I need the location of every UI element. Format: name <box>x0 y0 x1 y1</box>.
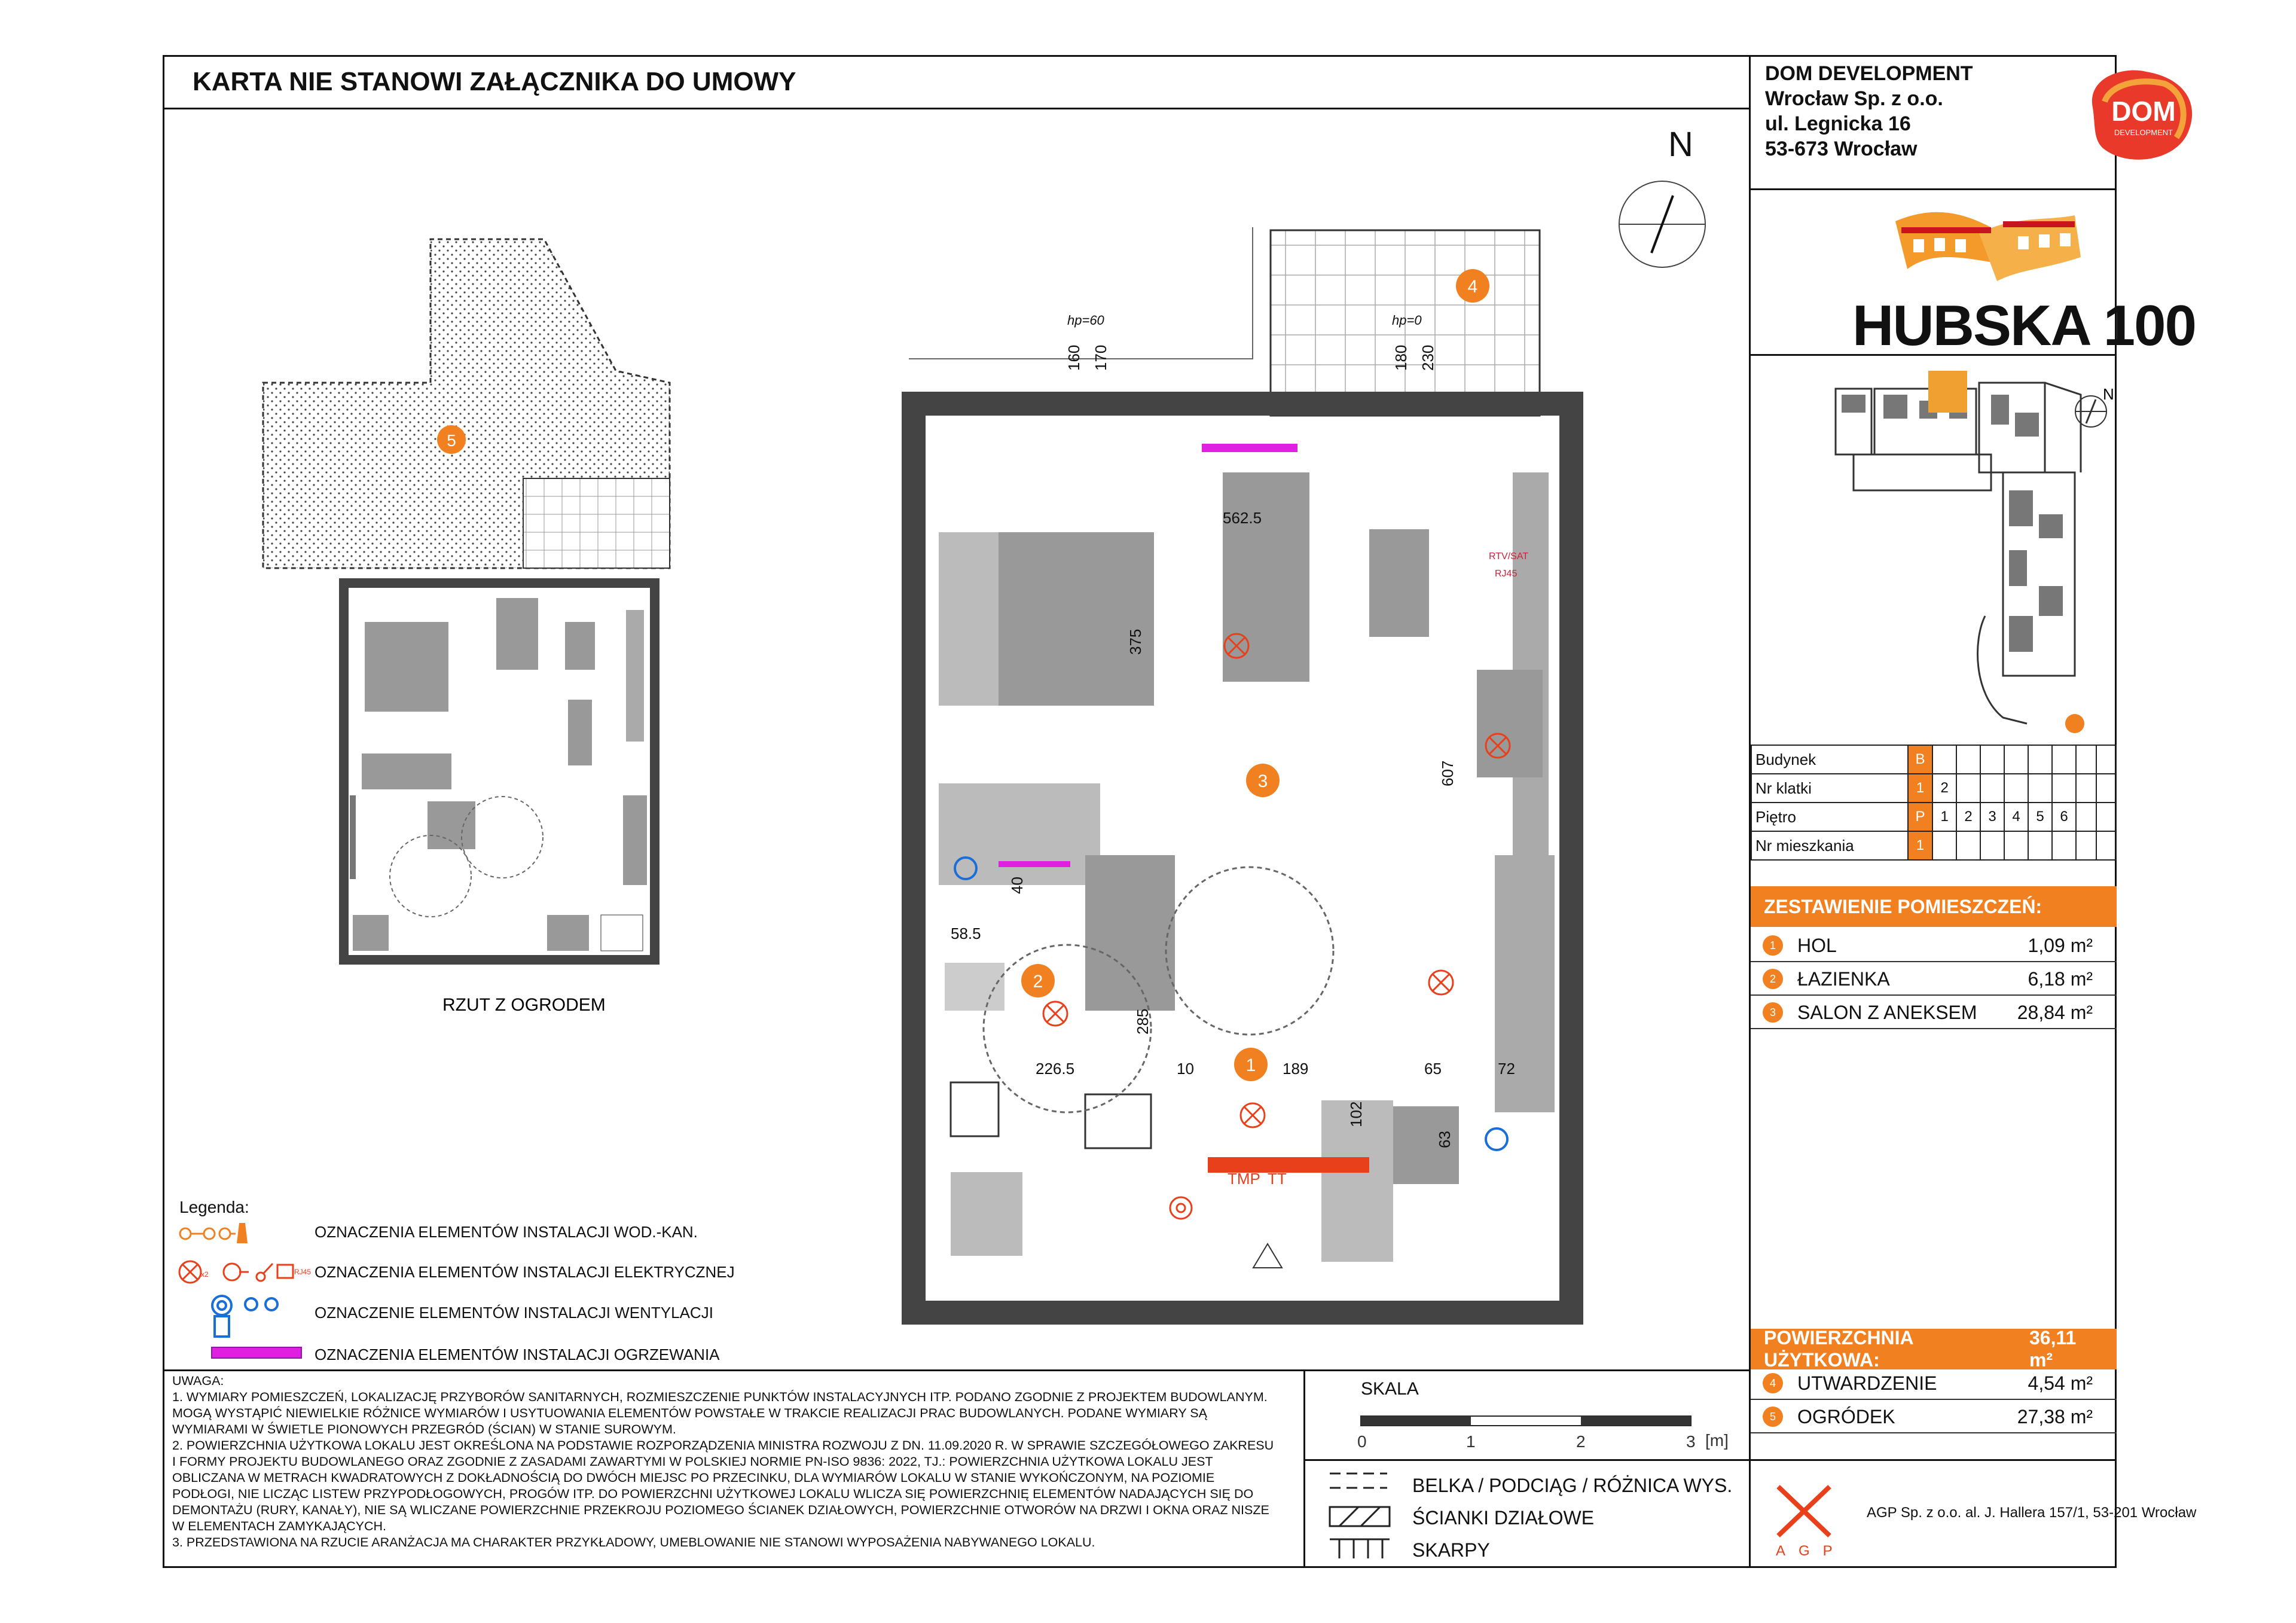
location-cell <box>2028 745 2052 774</box>
company-city: 53-673 Wrocław <box>1765 138 1918 160</box>
rtv-label: RTV/SAT <box>1489 551 1529 562</box>
location-cell <box>1980 745 2004 774</box>
location-cell: 1 <box>1908 831 1932 860</box>
location-cell <box>2004 831 2028 860</box>
room-row <box>1751 1401 2117 1433</box>
note-line: MOGĄ WYSTĄPIĆ NIEWIELKIE RÓŻNICE WYMIARÓW I USYTUOWANIA ELEMENTÓW POWSTAŁE W TRAKCIE REALIZACJI PRAC BUDOWLANYCH. PODANE WYMIARY SĄ <box>172 1406 1207 1420</box>
scale-tick-0: 0 <box>1357 1432 1367 1451</box>
dim-285: 285 <box>1134 1008 1152 1035</box>
location-cell <box>2028 774 2052 803</box>
location-cell <box>2096 745 2117 774</box>
garden-marker-label: 5 <box>447 431 456 450</box>
location-row-label: Budynek <box>1751 745 1908 774</box>
location-table <box>1751 745 2117 861</box>
legend-x2: x2 <box>201 1270 209 1279</box>
usable-heading <box>1751 1329 2117 1369</box>
notes-title: UWAGA: <box>172 1374 224 1388</box>
scale-label: SKALA <box>1361 1379 1419 1399</box>
project-name: HUBSKA 100 <box>1852 294 2196 358</box>
scale-bar <box>1357 1411 1729 1453</box>
notes <box>172 1373 1296 1551</box>
room-name: ŁAZIENKA <box>1797 968 1890 990</box>
legend-rj45: RJ45 <box>294 1268 312 1276</box>
scale-tick-1: 1 <box>1466 1432 1476 1451</box>
company-name: DOM DEVELOPMENT <box>1765 62 1973 85</box>
location-cell <box>1956 745 1980 774</box>
hp-60: hp=60 <box>1067 313 1104 328</box>
room-row <box>1751 963 2117 996</box>
location-cell <box>2004 774 2028 803</box>
note-line: 1. WYMIARY POMIESZCZEŃ, LOKALIZACJĘ PRZYBORÓW SANITARNYCH, ROZMIESZCZENIE PUNKTÓW INSTALACYJNYCH ITP. PODANO ZGODNIE Z PROJEKTEM BUDOWLANYM. <box>172 1390 1268 1404</box>
note-line: OBLICZANA W METRACH KWADRATOWYCH Z DOKŁADNOŚCIĄ DO DWÓCH MIEJSC PO PRZECINKU, DLA WYMIARÓW LOKALU W STANIE WYKOŃCZONYM, NA POZIOMIE <box>172 1471 1215 1485</box>
usable-heading-label: POWIERZCHNIA UŻYTKOWA: <box>1764 1327 1913 1371</box>
dim-562: 562.5 <box>1223 509 1262 527</box>
water-valve-icon <box>237 1223 248 1243</box>
legend-item-heating: OZNACZENIA ELEMENTÓW INSTALACJI OGRZEWANIA <box>315 1346 720 1363</box>
location-cell <box>2028 831 2052 860</box>
rooms-heading-label: ZESTAWIENIE POMIESZCZEŃ: <box>1764 895 2042 917</box>
room-marker-1: 1 <box>1245 1055 1256 1075</box>
location-cell: 3 <box>1980 803 2004 831</box>
room-row <box>1751 1368 2117 1400</box>
room-number-badge: 2 <box>1763 969 1783 989</box>
dim-58-5: 58.5 <box>951 925 981 942</box>
dim-63: 63 <box>1436 1131 1454 1148</box>
location-cell <box>1980 831 2004 860</box>
dim-607: 607 <box>1439 760 1457 786</box>
location-cell: 2 <box>1932 774 1956 803</box>
dim-180: 180 <box>1392 344 1410 371</box>
location-row-label: Piętro <box>1751 803 1908 831</box>
location-cell <box>2076 745 2096 774</box>
agp-address: AGP Sp. z o.o. al. J. Hallera 157/1, 53-201 Wrocław <box>1867 1505 2197 1521</box>
room-number-badge: 5 <box>1763 1407 1783 1427</box>
north-compass-icon <box>1614 176 1710 272</box>
dim-102: 102 <box>1347 1101 1365 1127</box>
usable-divider <box>1749 1459 2117 1461</box>
room-row <box>1751 930 2117 962</box>
logo-text: DOM <box>2111 96 2176 127</box>
note-line: DEMONTAŻU (RURY, KANAŁY), NIE SĄ WLICZANE POWIERZCHNIE PRZEKROJU POZIOMEGO ŚCIANEK DZIAŁOWYCH, POWIERZCHNIE OTWORÓW NA DRZWI I OKNA ORAZ NISZE <box>172 1503 1269 1517</box>
note-line: 3. PRZEDSTAWIONA NA RZUCIE ARANŻACJA MA CHARAKTER PRZYKŁADOWY, UMEBLOWANIE NIE STANOWI WYPOSAŻENIA NABYWANEGO LOKALU. <box>172 1535 1095 1549</box>
usable-total: 36,11 m² <box>2029 1327 2077 1371</box>
scale-tick-3: 3 <box>1686 1432 1696 1451</box>
room-name: UTWARDZENIE <box>1797 1372 1937 1394</box>
page-title: KARTA NIE STANOWI ZAŁĄCZNIKA DO UMOWY <box>193 67 796 96</box>
location-cell <box>2004 745 2028 774</box>
room-area: 6,18 m² <box>2028 968 2093 990</box>
company-line2: Wrocław Sp. z o.o. <box>1765 87 1943 110</box>
symbol-beam: BELKA / PODCIĄG / RÓŻNICA WYS. <box>1412 1475 1733 1496</box>
dim-170: 170 <box>1092 344 1110 371</box>
room-area: 28,84 m² <box>2017 1001 2093 1023</box>
main-floor-plan <box>897 215 1614 1262</box>
tt-label: TT <box>1268 1170 1287 1188</box>
site-keyplan <box>1830 359 2117 742</box>
location-row-label: Nr mieszkania <box>1751 831 1908 860</box>
location-cell: B <box>1908 745 1932 774</box>
legend-item-ventilation: OZNACZENIE ELEMENTÓW INSTALACJI WENTYLACJI <box>315 1304 713 1322</box>
company-divider <box>1749 188 2117 190</box>
agp-mark: AGP <box>1776 1543 1846 1559</box>
location-cell <box>2052 745 2076 774</box>
location-row <box>1751 774 2116 803</box>
room-marker-2: 2 <box>1033 972 1043 992</box>
location-cell <box>2076 803 2096 831</box>
heating-bar-icon <box>212 1347 301 1358</box>
room-marker-4: 4 <box>1467 277 1478 297</box>
dom-development-logo <box>2081 66 2206 167</box>
dim-10: 10 <box>1177 1060 1194 1078</box>
room-name: SALON Z ANEKSEM <box>1797 1001 1977 1023</box>
dim-40: 40 <box>1008 877 1026 894</box>
scale-tick-2: 2 <box>1576 1432 1586 1451</box>
film-strip-logo <box>1889 197 2093 293</box>
room-area: 27,38 m² <box>2017 1405 2093 1427</box>
room-name: HOL <box>1797 934 1837 956</box>
note-line: 2. POWIERZCHNIA UŻYTKOWA LOKALU JEST OKREŚLONA NA PODSTAWIE ROZPORZĄDZENIA MINISTRA ROZWOJU Z DN. 11.09.2020 R. W SPRAWIE SZCZEGÓŁOWEGO ZAKRESU <box>172 1438 1274 1453</box>
dim-230: 230 <box>1419 344 1437 371</box>
legend-title: Legenda: <box>179 1198 249 1216</box>
room-number-badge: 4 <box>1763 1373 1783 1393</box>
location-cell <box>2052 774 2076 803</box>
keyplan-north: N <box>2103 385 2114 403</box>
note-line: W ELEMENTACH ZAMYKAJĄCYCH. <box>172 1519 386 1533</box>
location-cell <box>1932 745 1956 774</box>
legend-item-electric: OZNACZENIA ELEMENTÓW INSTALACJI ELEKTRYCZNEJ <box>315 1263 735 1281</box>
location-cell <box>2076 831 2096 860</box>
dim-72: 72 <box>1498 1060 1515 1078</box>
location-row <box>1751 831 2116 860</box>
location-cell <box>2052 831 2076 860</box>
note-line: WYMIARAMI W ŚWIETLE PIONOWYCH PRZEGRÓD (ŚCIAN) W STANIE SUROWYM. <box>172 1422 676 1436</box>
note-line: PODŁOGI, NIE LICZĄC LISTEW PRZYPODŁOGOWYCH, PROGÓW ITP. DO POWIERZCHNI UŻYTKOWEJ LOKALU WLICZA SIĘ POWIERZCHNIĘ ELEMENTÓW NADAJĄCYCH SIĘ DO <box>172 1487 1254 1501</box>
company-street: ul. Legnicka 16 <box>1765 112 1911 135</box>
location-cell <box>1956 831 1980 860</box>
location-cell <box>1932 831 1956 860</box>
location-row-label: Nr klatki <box>1751 774 1908 803</box>
symbol-icons <box>1327 1469 1399 1564</box>
room-number-badge: 1 <box>1763 935 1783 956</box>
sheet-divider-scale <box>1303 1459 1749 1461</box>
dim-160: 160 <box>1065 344 1083 371</box>
location-cell <box>2096 774 2117 803</box>
room-name: OGRÓDEK <box>1797 1405 1895 1427</box>
location-cell <box>2076 774 2096 803</box>
sheet-divider-notes <box>163 1369 1749 1371</box>
rj-label: RJ45 <box>1495 569 1518 579</box>
dim-189: 189 <box>1283 1060 1309 1078</box>
location-cell: 1 <box>1932 803 1956 831</box>
sheet-divider-notes-vertical <box>1303 1369 1305 1568</box>
room-row <box>1751 997 2117 1029</box>
location-cell: P <box>1908 803 1932 831</box>
location-cell <box>1956 774 1980 803</box>
sheet-divider-header <box>163 108 1749 109</box>
garden-floor-plan <box>257 227 688 1015</box>
scale-unit: [m] <box>1705 1431 1729 1450</box>
dim-375: 375 <box>1126 629 1144 655</box>
location-cell: 1 <box>1908 774 1932 803</box>
location-cell: 2 <box>1956 803 1980 831</box>
hp-0: hp=0 <box>1392 313 1422 328</box>
symbol-slopes: SKARPY <box>1412 1539 1490 1561</box>
location-cell: 6 <box>2052 803 2076 831</box>
room-area: 4,54 m² <box>2028 1372 2093 1394</box>
room-area: 1,09 m² <box>2028 934 2093 956</box>
dim-226-5: 226.5 <box>1036 1060 1075 1078</box>
location-row <box>1751 745 2116 774</box>
location-row <box>1751 803 2116 831</box>
symbol-partitions: ŚCIANKI DZIAŁOWE <box>1412 1507 1595 1529</box>
rooms-heading <box>1751 886 2117 927</box>
garden-plan-caption: RZUT Z OGRODEM <box>442 995 606 1015</box>
location-cell <box>2096 803 2117 831</box>
room-number-badge: 3 <box>1763 1002 1783 1023</box>
legend-icons <box>177 1217 315 1363</box>
note-line: I FORMY PROJEKTU BUDOWLANEGO ORAZ ZGODNIE Z ZASADAMI ZAWARTYMI W POLSKIEJ NORMIE PN-ISO 9836: 2022, TJ.: POWIERZCHNIA UŻYTKOWA LOKALU JEST <box>172 1454 1213 1469</box>
location-cell: 5 <box>2028 803 2052 831</box>
location-cell <box>2096 831 2117 860</box>
legend-item-water: OZNACZENIA ELEMENTÓW INSTALACJI WOD.-KAN. <box>315 1223 698 1241</box>
tmp-label: TMP <box>1228 1170 1260 1188</box>
logo-subtext: DEVELOPMENT <box>2114 128 2173 137</box>
company-info <box>1765 61 1973 161</box>
dim-65: 65 <box>1424 1060 1442 1078</box>
notes-lines <box>172 1389 1296 1551</box>
room-marker-3: 3 <box>1257 771 1268 791</box>
location-cell <box>1980 774 2004 803</box>
north-label: N <box>1668 125 1693 164</box>
location-cell: 4 <box>2004 803 2028 831</box>
